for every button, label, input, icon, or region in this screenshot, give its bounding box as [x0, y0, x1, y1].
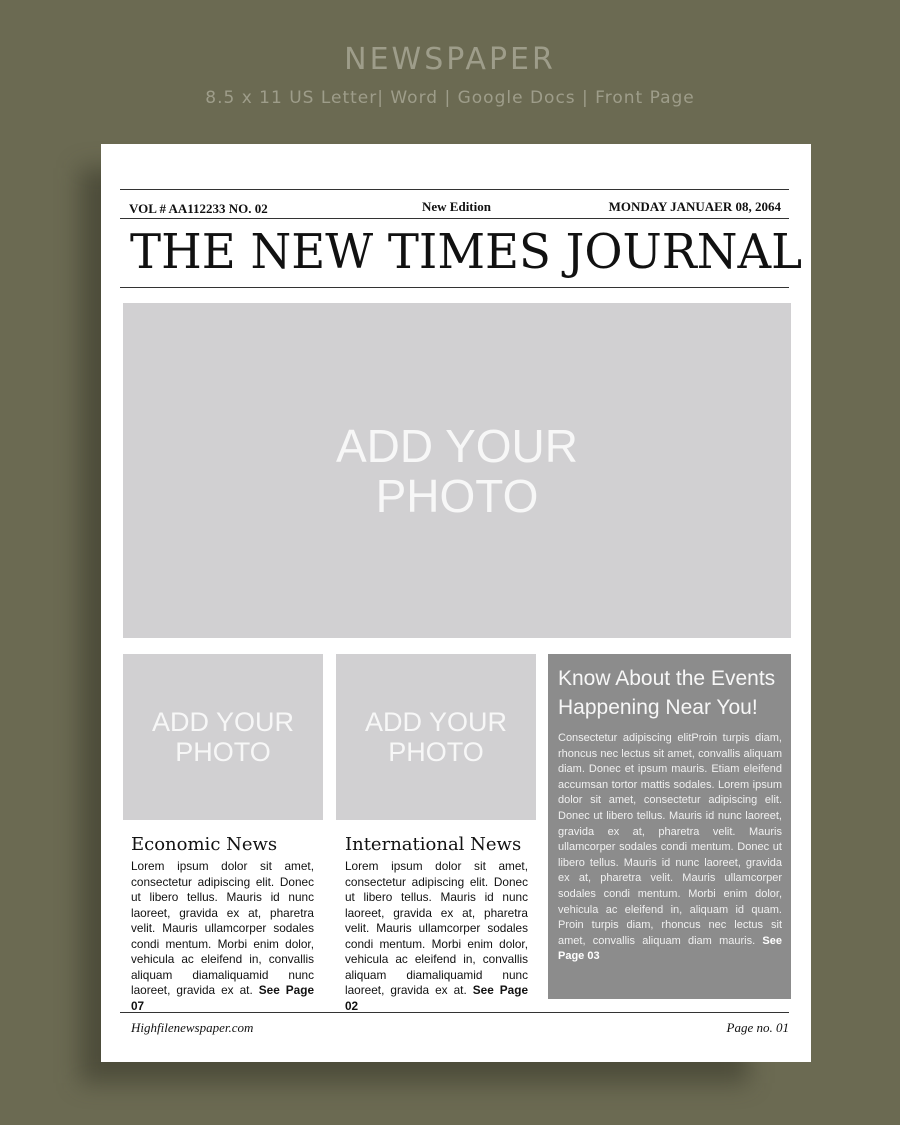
international-photo-placeholder[interactable]: [336, 654, 536, 820]
footer-website: Highfilenewspaper.com: [131, 1020, 254, 1035]
volume-number: VOL # AA112233 NO. 02: [129, 201, 268, 216]
top-rule: [120, 189, 789, 190]
newspaper-page: [101, 144, 811, 1062]
economic-news-heading: Economic News: [131, 834, 278, 855]
edition-label: New Edition: [422, 199, 491, 214]
economic-photo-label: ADD YOUR PHOTO: [151, 707, 295, 767]
international-news-heading: International News: [345, 834, 522, 855]
footer-page-number: Page no. 01: [726, 1020, 789, 1035]
events-text: Consectetur adipiscing elitProin turpis diam, rhoncus nec lectus sit amet, convallis aliquam diam. Donec et ipsum mauris. Etiam eleifend accumsan tortor mattis sodales. Lorem ipsum dolor sit amet, consectetur adipiscing elit. Donec ut libero tellus. Mauris id nunc laoreet, gravida ex at, pharetra velit. Mauris ullamcorper sodales condi mentum. Donec ut libero tellus. Mauris id nunc laoreet, gravida ex at, pharetra velit. Mauris ullamcorper sodales condi mentum. Morbi enim dolor, vehicula ac eleifend in, aliquam id quam. Proin turpis diam, rhoncus nec lectus sit amet, convallis aliquam diam mauris.: [558, 732, 782, 947]
international-photo-label: ADD YOUR PHOTO: [364, 707, 508, 767]
events-sidebar: [548, 654, 791, 999]
main-photo-placeholder[interactable]: [123, 303, 791, 638]
footer-rule: [120, 1012, 789, 1013]
events-title: Know About the Events Happening Near You!: [558, 667, 776, 719]
events-body: [558, 731, 782, 965]
international-news-text: Lorem ipsum dolor sit amet, consectetur adipiscing elit. Donec ut libero tellus. Mauris id nunc laoreet, gravida ex at, pharetra velit. Mauris ullamcorper sodales condi mentum. Morbi enim dolor, vehicula ac eleifend in, convallis aliquam diamaliquamid nunc laoreet, gravida ex at.: [345, 859, 528, 997]
issue-date: MONDAY JANUAER 08, 2064: [608, 199, 781, 214]
title-underline: [120, 287, 789, 288]
international-see-page-link[interactable]: See Page 02: [345, 983, 529, 1013]
economic-news-body: [131, 859, 314, 1014]
economic-news-text: Lorem ipsum dolor sit amet, consectetur adipiscing elit. Donec ut libero tellus. Mauris id nunc laoreet, gravida ex at, pharetra velit. Mauris ullamcorper sodales condi mentum. Morbi enim dolor, vehicula ac eleifend in, convallis aliquam diamaliquamid nunc laoreet, gravida ex at.: [131, 859, 314, 997]
main-photo-label: ADD YOUR PHOTO: [336, 419, 578, 522]
economic-see-page-link[interactable]: See Page 07: [131, 983, 315, 1013]
newspaper-title: THE NEW TIMES JOURNAL: [130, 224, 803, 280]
events-see-page-link[interactable]: See Page 03: [558, 934, 782, 963]
international-news-body: [345, 859, 528, 1014]
masthead-info-row: [129, 199, 781, 215]
banner-title: NEWSPAPER: [344, 42, 556, 77]
masthead-divider: [120, 218, 789, 219]
banner-subtitle: 8.5 x 11 US Letter| Word | Google Docs | Front Page: [205, 88, 695, 108]
economic-photo-placeholder[interactable]: [123, 654, 323, 820]
